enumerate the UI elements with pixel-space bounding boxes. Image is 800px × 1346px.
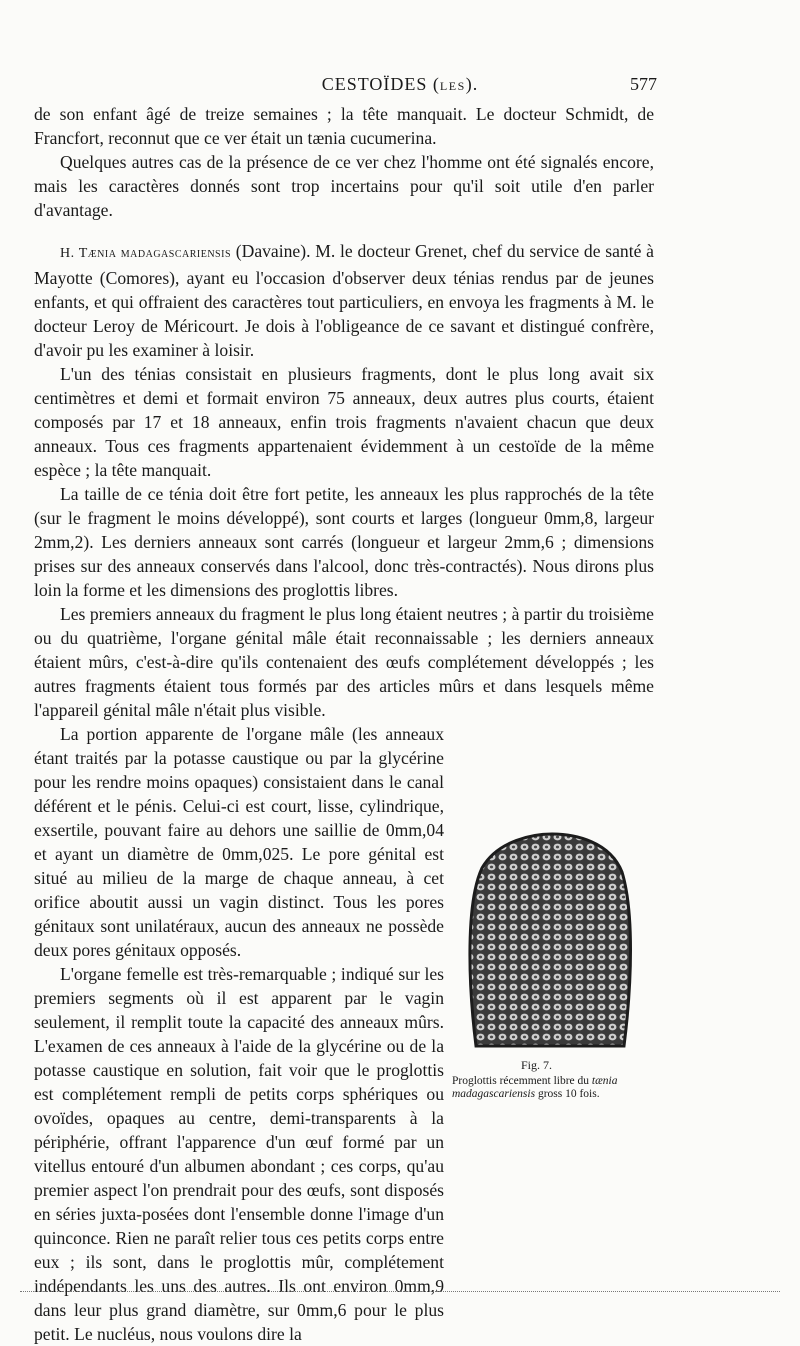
running-title: CESTOÏDES (LES). [321, 74, 479, 94]
paragraph-4: L'un des ténias consistait en plusieurs fragments, dont le plus long avait six centimètres et demi et formait environ 75 anneaux, deux autres plus courts, étaient composés par 17 et 18 anneaux, enfin trois fragments n'avaient chacun que deux anneaux. Tous ces fragments appartenaient évidemment à un cestoïde de la même espèce ; la tête manquait. [34, 364, 654, 480]
paragraph-1: de son enfant âgé de treize semaines ; la tête manquait. Le docteur Schmidt, de Francfort, reconnut que ce ver était un tænia cucumerina. [34, 104, 654, 148]
paragraph-3: H. Tænia madagascariensis (Davaine). M. le docteur Grenet, chef du service de santé à Mayotte (Comores), ayant eu l'occasion d'observer deux ténias rendus par de jeunes enfants, et qui offraient des caractères tout particuliers, en envoya les fragments à M. le docteur Leroy de Méricourt. Je dois à l'obligeance de ce savant et distingué confrère, d'avoir pu les examiner à loisir. [34, 241, 654, 360]
paragraph-7: La portion apparente de l'organe mâle (les anneaux étant traités par la potasse caustique ou par la glycérine pour les rendre moins opaques) consistaient dans le canal déférent et le pénis. Celui-ci est court, lisse, cylindrique, exsertile, pouvant faire au dehors une saillie de 0mm,04 et ayant un diamètre de 0mm,025. Le pore génital est situé au milieu de la marge de chaque anneau, à cet orifice aboutit aussi un vagin distinct. Tous les pores génitaux sont unilatéraux, aucun des anneaux ne possède deux pores génitaux opposés. [34, 724, 444, 960]
text-block-top [34, 102, 654, 222]
section-heading: H. Tænia madagascariensis [60, 246, 232, 261]
paragraph-6: Les premiers anneaux du fragment le plus long étaient neutres ; à partir du troisième ou du quatrième, l'organe génital mâle était reconnaissable ; les derniers anneaux étaient mûrs, c'est-à-dire qu'ils contenaient des œufs complétement développés ; les autres fragments étaient tous formés par des articles mûrs et dans lesquels même l'appareil génital mâle n'était plus visible. [34, 604, 654, 720]
page-number: 577 [630, 74, 657, 94]
paragraph-5: La taille de ce ténia doit être fort petite, les anneaux les plus rapprochés de la tête (sur le fragment le moins développé), sont courts et larges (longueur 0mm,8, largeur 2mm,2). Les derniers anneaux sont carrés (longueur et largeur 2mm,6 ; dimensions prises sur des anneaux conservés dans l'alcool, donc très-contractés). Nous dirons plus loin la forme et les dimensions des proglottis libres. [34, 484, 654, 600]
paragraph-2: Quelques autres cas de la présence de ce ver chez l'homme ont été signalés encore, mais les caractères donnés sont trop incertains pour qu'il soit utile d'en parler d'avantage. [34, 152, 654, 220]
figure-label: Fig. 7. [521, 1058, 553, 1072]
proglottis-illustration [464, 832, 634, 1056]
text-block-main [34, 239, 654, 1346]
paragraph-8: L'organe femelle est très-remarquable ; indiqué sur les premiers segments où il est apparent par le vagin seulement, il remplit toute la capacité des anneaux mûrs. L'examen de ces anneaux à l'aide de la glycérine ou de la potasse caustique en solution, fait voir que le proglottis est complétement rempli de petits corps sphériques ou ovoïdes, opaques au centre, demi-transparents à la périphérie, offrant l'apparence d'un œuf formé par un vitellus entouré d'un albumen abondant ; ces corps, qu'au premier aspect l'on prendrait pour des œufs, sont disposés en séries juxta-posées dont l'ensemble donne l'image d'un quinconce. Rien ne paraît relier tous ces petits corps entre eux ; ils sont, dans le proglottis mûr, complétement indépendants les uns des autres. Ils ont environ 0mm,9 dans leur plus grand diamètre, sur 0mm,6 pour le plus petit. Le nucléus, nous voulons dire la [34, 964, 444, 1344]
bottom-rule [20, 1291, 780, 1292]
running-header [0, 74, 800, 98]
figure-caption: Proglottis récemment libre du tænia madagascariensis gross 10 fois. [452, 1075, 618, 1100]
